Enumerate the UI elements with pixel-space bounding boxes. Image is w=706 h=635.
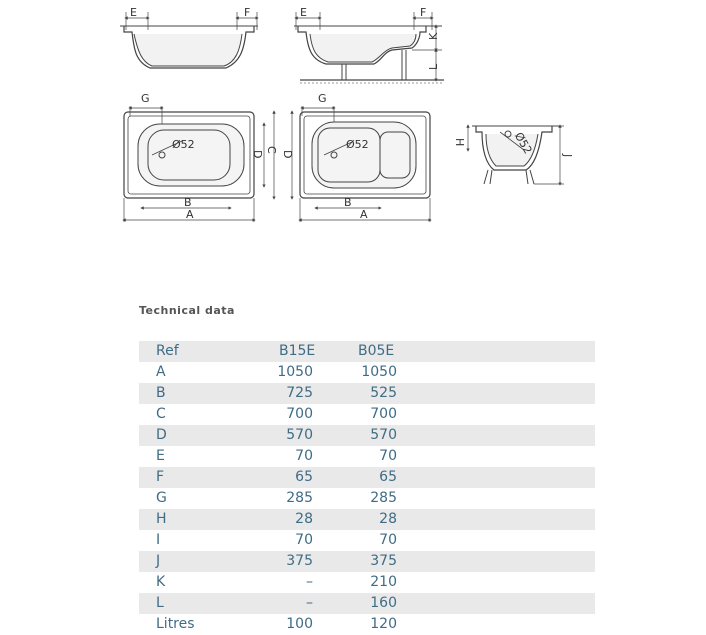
label-d: D — [251, 150, 264, 159]
label-e-middle: E — [300, 6, 307, 19]
row-b05e-value: 1050 — [361, 364, 397, 380]
table-row — [139, 572, 595, 593]
label-d-middle: D — [281, 150, 294, 159]
row-ref: L — [156, 595, 164, 611]
table-row — [139, 614, 595, 635]
row-b05e-value: 160 — [370, 595, 397, 611]
label-h: H — [453, 138, 466, 147]
label-f: F — [244, 6, 251, 19]
row-ref: G — [156, 490, 167, 506]
row-b15e-value: – — [306, 574, 313, 590]
row-b15e-value: 700 — [286, 406, 313, 422]
row-b15e-value: – — [306, 595, 313, 611]
row-ref: H — [156, 511, 167, 527]
label-diameter-side: Ø52 — [511, 130, 535, 157]
table-row — [139, 425, 595, 446]
table-row — [139, 446, 595, 467]
row-b15e-value: 100 — [286, 616, 313, 632]
label-g-middle: G — [318, 92, 327, 105]
label-b: B — [184, 196, 192, 209]
row-ref: Litres — [156, 616, 195, 632]
label-e: E — [130, 6, 137, 19]
row-b15e-value: 70 — [295, 532, 313, 548]
row-ref: A — [156, 364, 166, 380]
table-row — [139, 530, 595, 551]
row-b05e-value: 120 — [370, 616, 397, 632]
table-row — [139, 593, 595, 614]
row-b05e-value: 570 — [370, 427, 397, 443]
row-ref: F — [156, 469, 165, 485]
label-b-middle: B — [344, 196, 352, 209]
table-row — [139, 551, 595, 572]
row-b15e-value: 375 — [286, 553, 313, 569]
label-j: J — [561, 154, 574, 158]
row-b05e-value: 700 — [370, 406, 397, 422]
row-ref: D — [156, 427, 167, 443]
row-b05e-value: 28 — [379, 511, 397, 527]
row-b05e-value: 285 — [370, 490, 397, 506]
table-row — [139, 488, 595, 509]
label-g: G — [141, 92, 150, 105]
row-b05e-value: 525 — [370, 385, 397, 401]
label-c: C — [265, 146, 278, 154]
label-k: K — [427, 32, 440, 40]
table-row — [139, 404, 595, 425]
row-b05e-value: 65 — [379, 469, 397, 485]
row-ref: C — [156, 406, 166, 422]
table-row — [139, 362, 595, 383]
plan-view-middle — [292, 106, 430, 222]
table-row — [139, 509, 595, 530]
label-l: L — [427, 63, 440, 70]
elevation-view-left — [120, 12, 258, 68]
row-b15e-value: 65 — [295, 469, 313, 485]
table-row — [139, 383, 595, 404]
label-f-middle: F — [420, 6, 427, 19]
row-b05e-value: 375 — [370, 553, 397, 569]
table-header-row — [139, 341, 595, 362]
row-b05e-value: 70 — [379, 532, 397, 548]
technical-drawing — [0, 0, 706, 300]
plan-view-left — [124, 106, 274, 222]
label-diameter: Ø52 — [172, 138, 195, 151]
label-a-middle: A — [360, 208, 368, 221]
label-a: A — [186, 208, 194, 221]
row-b15e-value: 70 — [295, 448, 313, 464]
section-title: Technical data — [139, 304, 235, 317]
row-ref: E — [156, 448, 165, 464]
row-b15e-value: 570 — [286, 427, 313, 443]
row-b15e-value: 1050 — [277, 364, 313, 380]
row-ref: K — [156, 574, 166, 590]
label-diameter-middle: Ø52 — [346, 138, 369, 151]
table-row — [139, 467, 595, 488]
elevation-view-middle — [294, 12, 444, 83]
row-b15e-value: 28 — [295, 511, 313, 527]
technical-data-table — [139, 341, 595, 635]
header-b05e: B05E — [358, 343, 395, 359]
row-b15e-value: 285 — [286, 490, 313, 506]
row-ref: B — [156, 385, 166, 401]
header-b15e: B15E — [279, 343, 316, 359]
row-b15e-value: 725 — [286, 385, 313, 401]
row-b05e-value: 210 — [370, 574, 397, 590]
row-b05e-value: 70 — [379, 448, 397, 464]
row-ref: J — [156, 553, 161, 569]
row-ref: I — [156, 532, 161, 548]
header-ref: Ref — [156, 343, 179, 359]
